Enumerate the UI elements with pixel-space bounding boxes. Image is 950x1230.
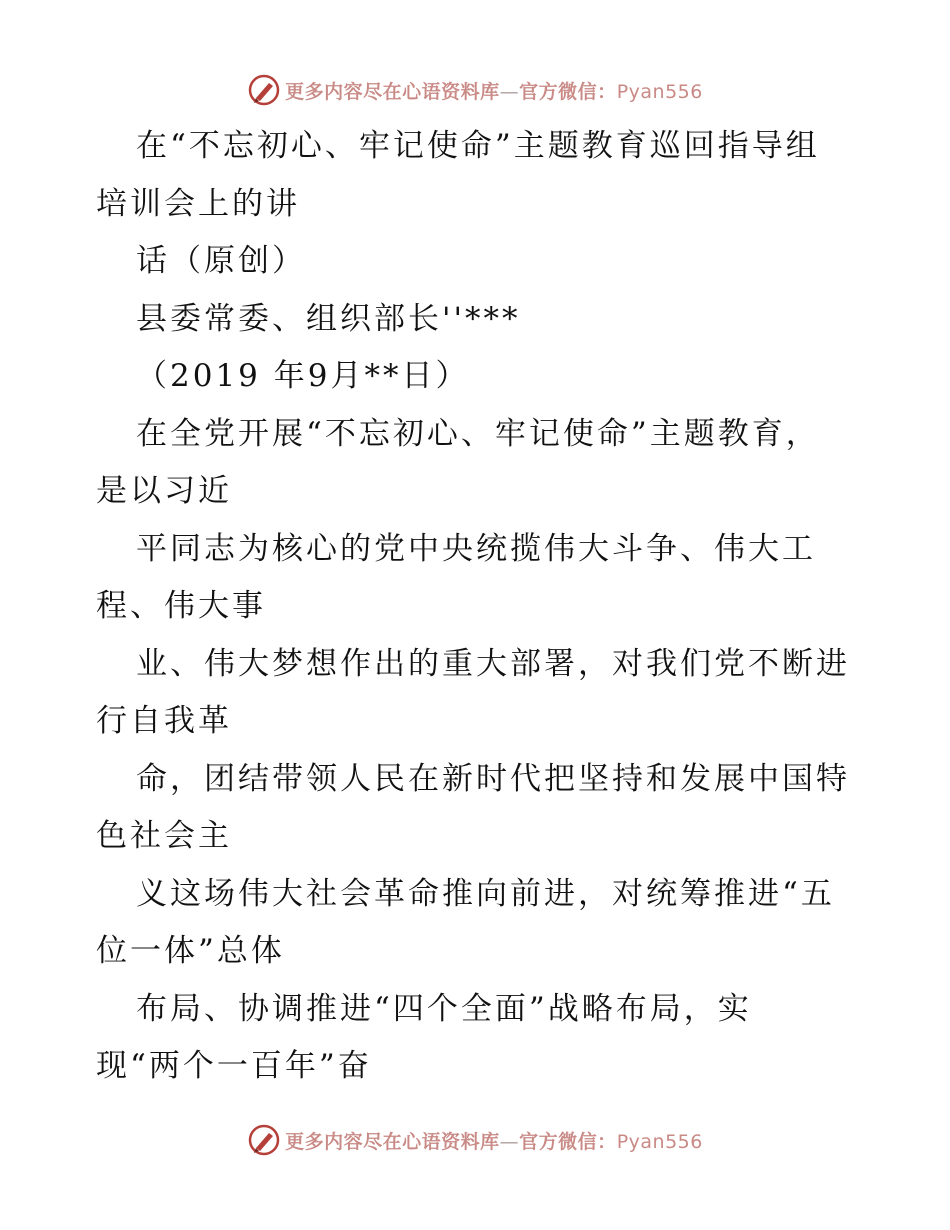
text-line: 命，团结带领人民在新时代把坚持和发展中国特 — [136, 760, 850, 797]
footer-watermark — [0, 1120, 950, 1160]
watermark-brand: 更多内容尽在心语资料库 — [285, 1130, 500, 1153]
watermark-text — [285, 1127, 703, 1154]
text-line: 是以习近 — [96, 473, 232, 509]
text-line: 位一体”总体 — [96, 933, 285, 969]
text-line: 话（原创） — [136, 243, 306, 279]
header-watermark — [0, 70, 950, 110]
text-line: 县委常委、组织部长''*** — [136, 300, 521, 337]
watermark-text — [285, 77, 703, 104]
text-line: 培训会上的讲 — [96, 185, 300, 222]
text-line: 平同志为核心的党中央统揽伟大斗争、伟大工 — [136, 530, 816, 567]
text-line: 在全党开展“不忘初心、牢记使命”主题教育， — [136, 415, 820, 452]
document-body — [96, 118, 886, 1096]
pen-logo-icon — [247, 73, 281, 107]
watermark-wechat-label: 官方微信： — [519, 80, 617, 103]
text-line: 色社会主 — [96, 818, 232, 854]
text-line: 义这场伟大社会革命推向前进，对统筹推进“五 — [136, 875, 835, 912]
watermark-brand: 更多内容尽在心语资料库 — [285, 80, 500, 103]
watermark-dash: — — [499, 80, 520, 103]
pen-logo-icon — [247, 1123, 281, 1157]
text-line: 程、伟大事 — [96, 588, 266, 624]
watermark-handle: Pyan556 — [616, 80, 703, 103]
text-line: （2019 年9月**日） — [136, 358, 470, 394]
watermark-handle: Pyan556 — [616, 1130, 703, 1153]
text-line: 布局、协调推进“四个全面”战略布局，实 — [136, 990, 752, 1027]
text-line: 行自我革 — [96, 703, 232, 739]
watermark-dash: — — [499, 1130, 520, 1153]
watermark-wechat-label: 官方微信： — [519, 1130, 617, 1153]
text-line: 现“两个一百年”奋 — [96, 1048, 372, 1084]
text-line: 在“不忘初心、牢记使命”主题教育巡回指导组 — [136, 128, 820, 164]
text-line: 业、伟大梦想作出的重大部署，对我们党不断进 — [136, 645, 850, 682]
